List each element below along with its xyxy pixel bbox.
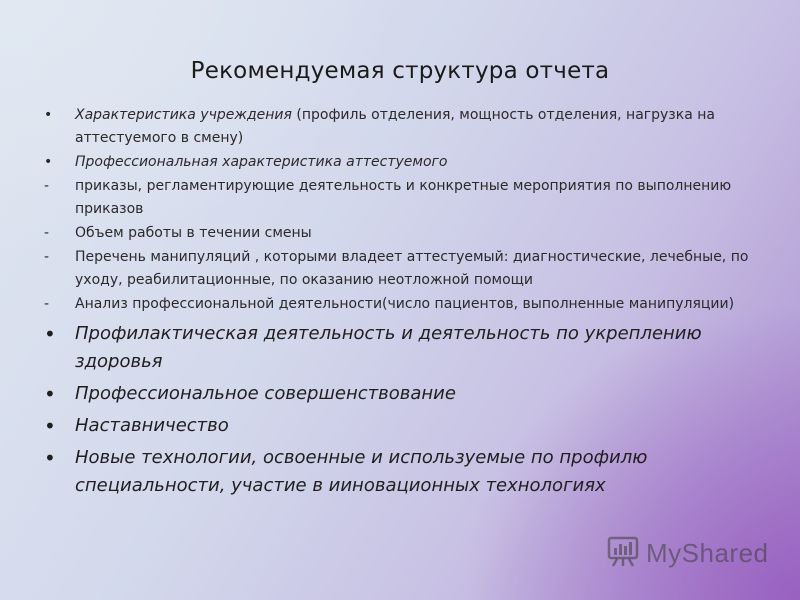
outline-list <box>44 104 764 501</box>
list-item <box>44 104 764 150</box>
list-item <box>44 175 764 221</box>
item-text: Профилактическая деятельность и деятельность по укреплению здоровья <box>75 323 702 372</box>
bullet-marker: • <box>44 382 56 406</box>
list-item <box>44 222 764 245</box>
bullet-marker: • <box>44 107 53 123</box>
item-text: Объем работы в течении смены <box>75 225 312 241</box>
item-text: Профессиональное совершенствование <box>75 383 456 404</box>
item-lead: Характеристика учреждения <box>75 107 292 123</box>
item-text: Новые технологии, освоенные и используемые по профилю специальности, участие в ииновационных технологиях <box>75 447 648 496</box>
item-text: Перечень манипуляций , которыми владеет аттестуемый: диагностические, лечебные, по уходу, реабилитационные, по оказанию неотложной помощи <box>75 249 749 288</box>
dash-marker: - <box>44 249 50 265</box>
bullet-marker: • <box>44 154 53 170</box>
dash-marker: - <box>44 225 50 241</box>
list-item <box>44 246 764 292</box>
bullet-marker: • <box>44 414 56 438</box>
bullet-marker: • <box>44 446 56 470</box>
myshared-logo[interactable] <box>606 536 769 570</box>
list-item <box>44 151 764 174</box>
item-lead: Профессиональная характеристика аттестуемого <box>75 154 448 170</box>
logo-text: MyShared <box>646 537 769 568</box>
slide-title: Рекомендуемая структура отчета <box>190 58 610 84</box>
list-item <box>44 293 764 316</box>
list-item <box>44 380 764 408</box>
dash-marker: - <box>44 296 50 312</box>
list-item <box>44 412 764 440</box>
presentation-board-icon <box>606 534 640 572</box>
item-text: Анализ профессиональной деятельности(число пациентов, выполненные манипуляции) <box>75 296 735 312</box>
bullet-marker: • <box>44 322 56 346</box>
item-text: приказы, регламентирующие деятельность и конкретные мероприятия по выполнению приказов <box>75 178 732 217</box>
list-item <box>44 320 764 376</box>
list-item <box>44 444 764 500</box>
item-text: Наставничество <box>75 415 229 436</box>
dash-marker: - <box>44 178 50 194</box>
item-text: (профиль отделения, мощность отделения, нагрузка на аттестуемого в смену) <box>75 107 715 146</box>
